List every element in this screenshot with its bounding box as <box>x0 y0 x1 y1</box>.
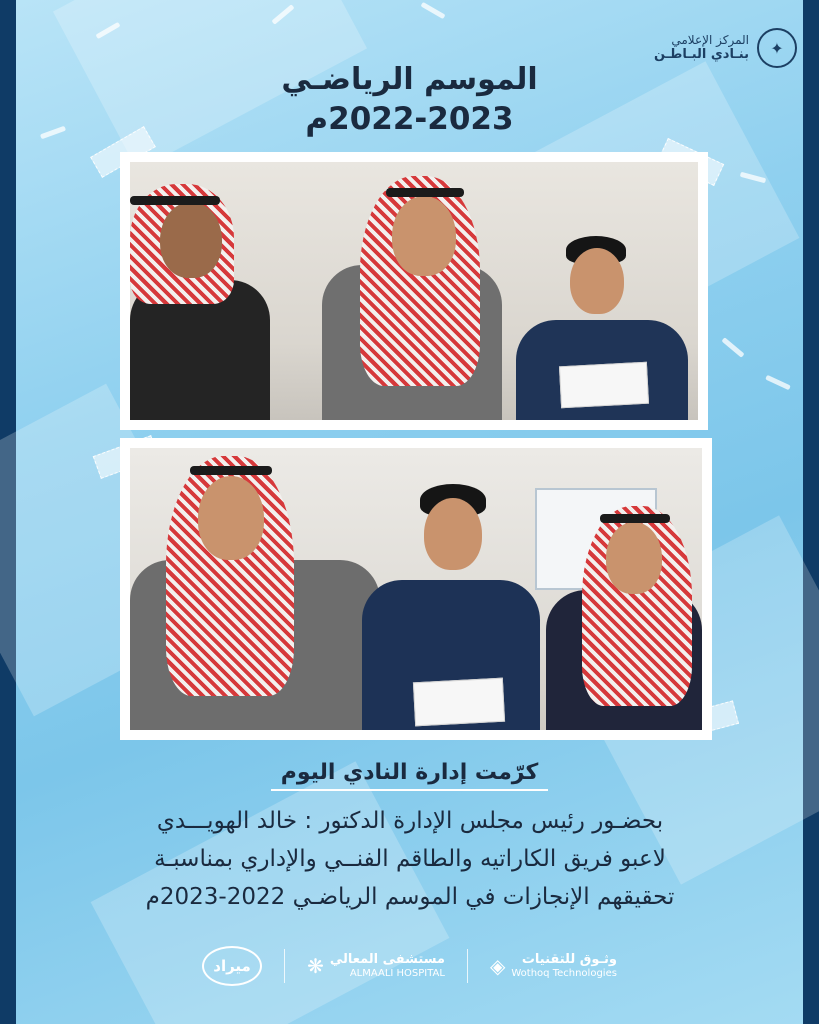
caption-line1: بحضـور رئيس مجلس الإدارة الدكتور : خالد الهويـــدي <box>156 808 664 834</box>
club-seal-icon: ✦ <box>757 28 797 68</box>
confetti <box>420 2 445 19</box>
photo-frame-1 <box>120 152 708 430</box>
person <box>130 448 380 730</box>
wothoq-name-en: Wothoq Technologies <box>511 967 617 979</box>
title-line1: الموسم الرياضـي <box>281 62 538 97</box>
person <box>546 498 702 730</box>
caption-headline-wrap <box>0 760 819 791</box>
wothoq-text <box>511 953 617 979</box>
almaali-name-en: ALMAALI HOSPITAL <box>349 967 445 979</box>
person <box>322 162 502 420</box>
photo-2 <box>130 448 702 730</box>
sponsor-almaali <box>307 953 445 979</box>
caption-headline: كرّمت إدارة النادي اليوم <box>271 760 549 791</box>
confetti <box>721 337 744 358</box>
person <box>516 236 688 420</box>
page-title <box>0 62 819 137</box>
sponsor-divider <box>284 949 285 983</box>
confetti <box>765 375 791 391</box>
caption-line3: تحقيقهم الإنجازات في الموسم الرياضـي 2022-2023م <box>145 884 675 910</box>
almaali-name-ar: مستشفى المعالي <box>329 951 445 967</box>
brand-text <box>654 33 749 63</box>
wothoq-logo-icon: ◈ <box>489 954 506 978</box>
person <box>130 162 270 420</box>
almaali-logo-icon: ❋ <box>307 954 324 978</box>
sponsor-meerad <box>202 946 262 986</box>
wothoq-name-ar: وثـوق للتقنيات <box>521 951 617 967</box>
meerad-logo: ميراد <box>202 946 262 986</box>
brand-line2: بنـادي البـاطـن <box>654 47 749 63</box>
photo-1 <box>130 162 698 420</box>
photo-frame-2 <box>120 438 712 740</box>
brand-line1: المركز الإعلامي <box>671 33 749 47</box>
certificate-envelope <box>413 678 505 727</box>
person <box>362 484 540 730</box>
title-line2: 2022-2023م <box>305 101 514 137</box>
sponsor-bar <box>0 946 819 986</box>
caption-line2: لاعبو فريق الكاراتيه والطاقم الفنــي والإداري بمناسبـة <box>154 846 666 872</box>
certificate-envelope <box>559 362 649 409</box>
almaali-text <box>330 953 445 979</box>
caption-body <box>60 802 760 916</box>
sponsor-wothoq <box>490 953 617 979</box>
right-edge-strip <box>803 0 819 1024</box>
sponsor-divider <box>467 949 468 983</box>
